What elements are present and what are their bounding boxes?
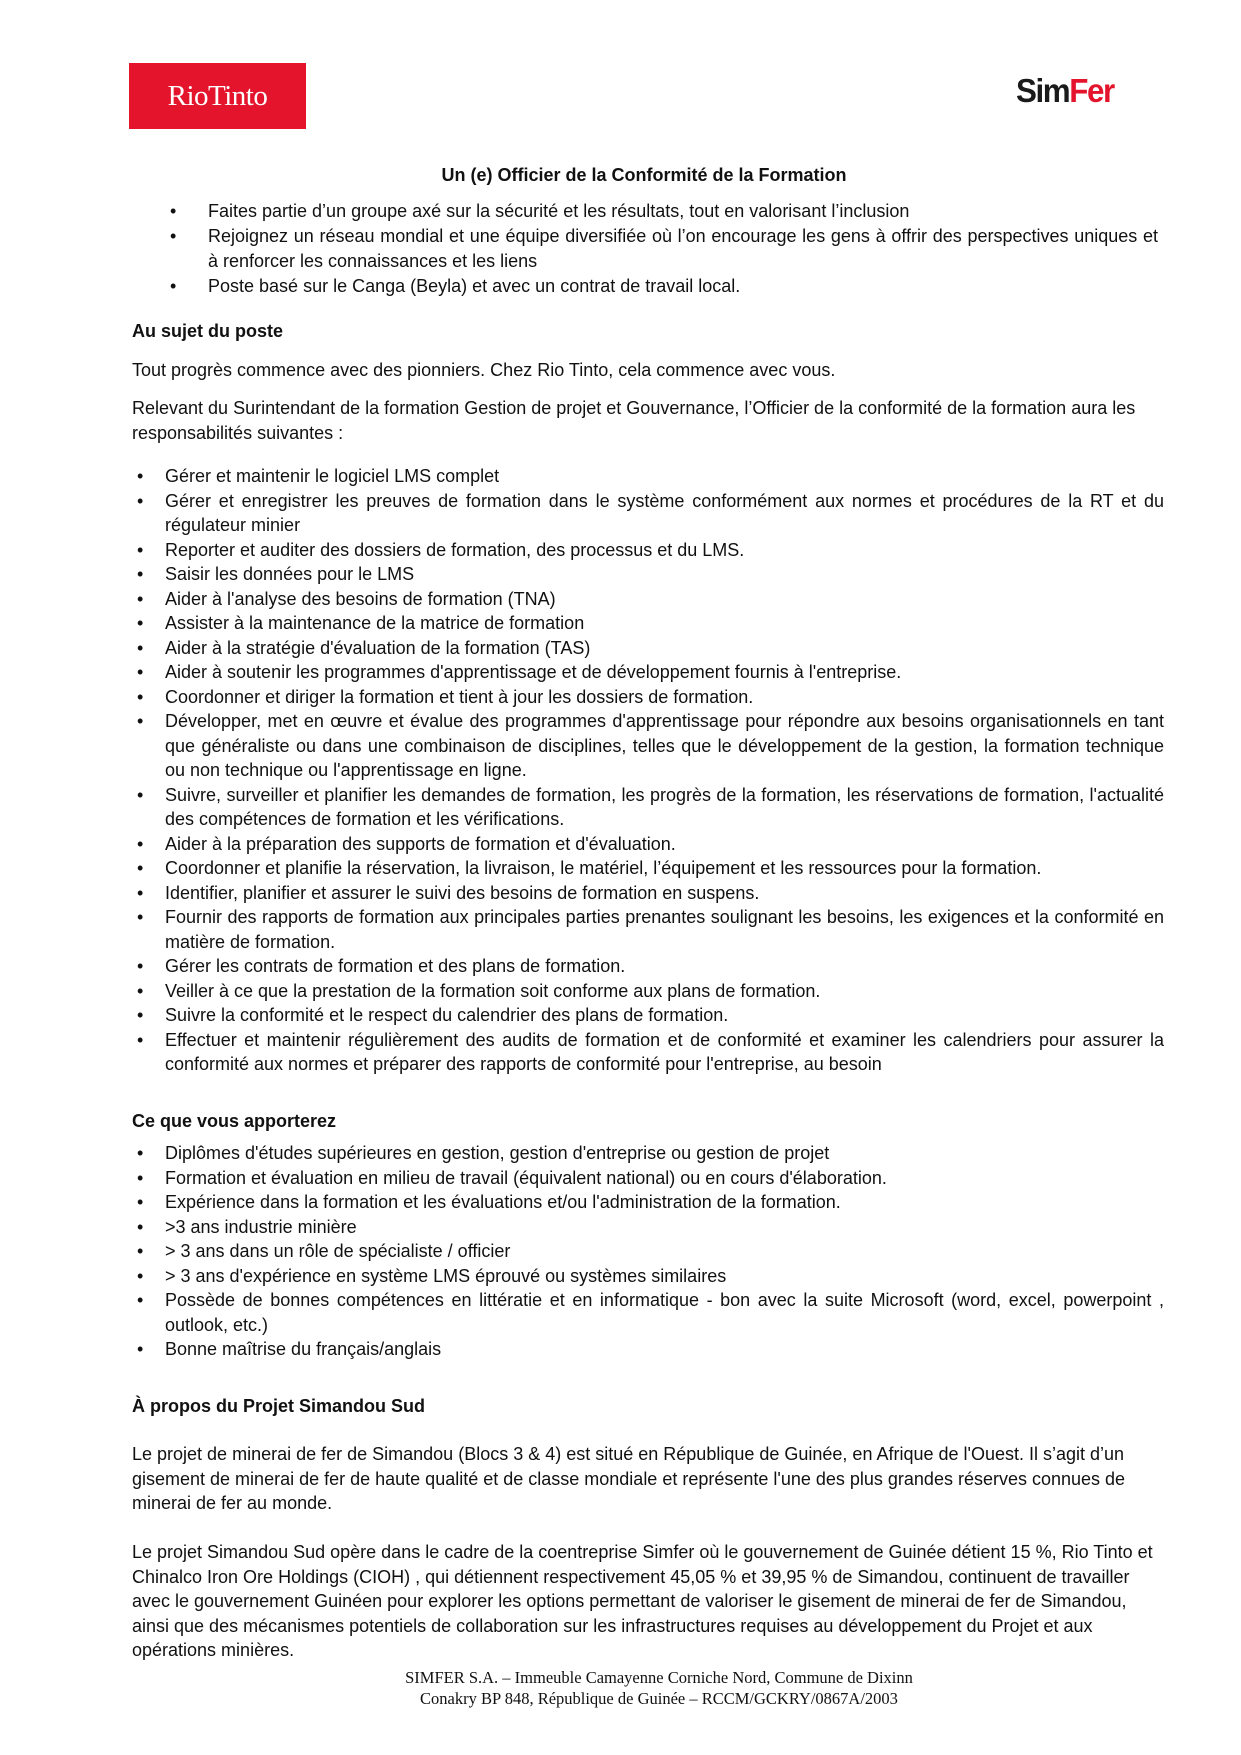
intro-bullet: • Rejoignez un réseau mondial et une équipe diversifiée où l’on encourage les gens à offrir des perspectives uniques et à renforcer les connaissances et les liens — [172, 224, 1158, 274]
responsibility-item: • Suivre, surveiller et planifier les demandes de formation, les progrès de la formation, les réservations de formation, l'actualité des compétences de formation et les vérifications. — [132, 783, 1164, 832]
rio-tinto-logo-text: RioTinto — [167, 79, 268, 112]
responsibility-item: • Identifier, planifier et assurer le suivi des besoins de formation en suspens. — [132, 881, 1164, 906]
requirement-item: • > 3 ans dans un rôle de spécialiste / officier — [132, 1239, 1164, 1264]
responsibility-item: • Effectuer et maintenir régulièrement des audits de formation et de conformité et examiner les calendriers pour assurer la conformité aux normes et préparer des rapports de conformité pour l'entreprise, au besoin — [132, 1028, 1164, 1077]
footer-address-line-2: Conakry BP 848, République de Guinée – RCCM/GCKRY/0867A/2003 — [420, 1689, 898, 1708]
responsibility-item: • Saisir les données pour le LMS — [132, 562, 1164, 587]
responsibility-item: • Suivre la conformité et le respect du calendrier des plans de formation. — [132, 1003, 1164, 1028]
intro-bullet-list — [172, 199, 1158, 299]
intro-bullet: • Poste basé sur le Canga (Beyla) et avec un contrat de travail local. — [172, 274, 1158, 299]
requirement-item: • Expérience dans la formation et les évaluations et/ou l'administration de la formation. — [132, 1190, 1164, 1215]
responsibility-item: • Aider à la préparation des supports de formation et d'évaluation. — [132, 832, 1164, 857]
requirement-item: • Possède de bonnes compétences en littératie et en informatique - bon avec la suite Microsoft (word, excel, powerpoint , outlook, etc.) — [132, 1288, 1164, 1337]
simfer-logo — [1016, 72, 1114, 110]
responsibility-item: • Assister à la maintenance de la matrice de formation — [132, 611, 1164, 636]
requirement-item: • > 3 ans d'expérience en système LMS éprouvé ou systèmes similaires — [132, 1264, 1164, 1289]
requirements-list — [132, 1141, 1164, 1362]
responsibilities-section — [132, 464, 1164, 1077]
responsibility-item: • Gérer et enregistrer les preuves de formation dans le système conformément aux normes et procédures de la RT et du régulateur minier — [132, 489, 1164, 538]
project-paragraph-2: Le projet Simandou Sud opère dans le cadre de la coentreprise Simfer où le gouvernement de Guinée détient 15 %, Rio Tinto et Chinalco Iron Ore Holdings (CIOH) , qui détiennent respectivement 45,05 % et 39,95 % de Simandou, continuent de travailler avec le gouvernement Guinéen pour explorer les options permettant de valoriser le gisement de minerai de fer de Simandou, ainsi que des mécanismes potentiels de collaboration sur les infrastructures requises au développement du Projet et aux opérations minières. — [132, 1542, 1153, 1660]
rio-tinto-logo — [129, 63, 306, 129]
intro-bullet: • Faites partie d’un groupe axé sur la sécurité et les résultats, tout en valorisant l’inclusion — [172, 199, 1158, 224]
responsibility-item: • Aider à la stratégie d'évaluation de la formation (TAS) — [132, 636, 1164, 661]
document-title: Un (e) Officier de la Conformité de la Formation — [441, 165, 847, 185]
responsibility-item: • Fournir des rapports de formation aux principales parties prenantes soulignant les besoins, les exigences et la conformité en matière de formation. — [132, 905, 1164, 954]
responsibility-item: • Veiller à ce que la prestation de la formation soit conforme aux plans de formation. — [132, 979, 1164, 1004]
requirements-section — [132, 1141, 1164, 1362]
responsibilities-list — [132, 464, 1164, 1077]
section-heading-about-role: Au sujet du poste — [132, 321, 284, 341]
responsibility-item: • Gérer les contrats de formation et des plans de formation. — [132, 954, 1164, 979]
simfer-logo-fer: Fer — [1069, 72, 1114, 109]
project-paragraph-1: Le projet de minerai de fer de Simandou (Blocs 3 & 4) est situé en République de Guinée, en Afrique de l'Ouest. Il s’agit d’un gisement de minerai de fer de haute qualité et de classe mondiale et représente l'une des plus grandes réserves connues de minerai de fer au monde. — [132, 1444, 1126, 1513]
simfer-logo-sim: Sim — [1016, 72, 1070, 109]
responsibility-item: • Reporter et auditer des dossiers de formation, des processus et du LMS. — [132, 538, 1164, 563]
about-role-paragraph-2: Relevant du Surintendant de la formation Gestion de projet et Gouvernance, l’Officier de la conformité de la formation aura les responsabilités suivantes : — [132, 398, 1136, 443]
about-role-paragraph-1: Tout progrès commence avec des pionniers. Chez Rio Tinto, cela commence avec vous. — [132, 360, 836, 380]
responsibility-item: • Aider à l'analyse des besoins de formation (TNA) — [132, 587, 1164, 612]
requirement-item: • Bonne maîtrise du français/anglais — [132, 1337, 1164, 1362]
section-heading-project: À propos du Projet Simandou Sud — [132, 1396, 426, 1416]
section-heading-requirements: Ce que vous apporterez — [132, 1111, 337, 1131]
page-footer — [0, 1667, 1241, 1709]
intro-section — [172, 199, 1158, 299]
requirement-item: • >3 ans industrie minière — [132, 1215, 1164, 1240]
responsibility-item: • Aider à soutenir les programmes d'apprentissage et de développement fournis à l'entreprise. — [132, 660, 1164, 685]
footer-address-line-1: SIMFER S.A. – Immeuble Camayenne Corniche Nord, Commune de Dixinn — [405, 1668, 913, 1687]
responsibility-item: • Développer, met en œuvre et évalue des programmes d'apprentissage pour répondre aux besoins organisationnels en tant que généraliste ou dans une combinaison de disciplines, telles que le développement de la gestion, la formation technique ou non technique ou l'apprentissage en ligne. — [132, 709, 1164, 783]
requirement-item: • Diplômes d'études supérieures en gestion, gestion d'entreprise ou gestion de projet — [132, 1141, 1164, 1166]
responsibility-item: • Coordonner et planifie la réservation, la livraison, le matériel, l’équipement et les ressources pour la formation. — [132, 856, 1164, 881]
responsibility-item: • Gérer et maintenir le logiciel LMS complet — [132, 464, 1164, 489]
responsibility-item: • Coordonner et diriger la formation et tient à jour les dossiers de formation. — [132, 685, 1164, 710]
requirement-item: • Formation et évaluation en milieu de travail (équivalent national) ou en cours d'élaboration. — [132, 1166, 1164, 1191]
